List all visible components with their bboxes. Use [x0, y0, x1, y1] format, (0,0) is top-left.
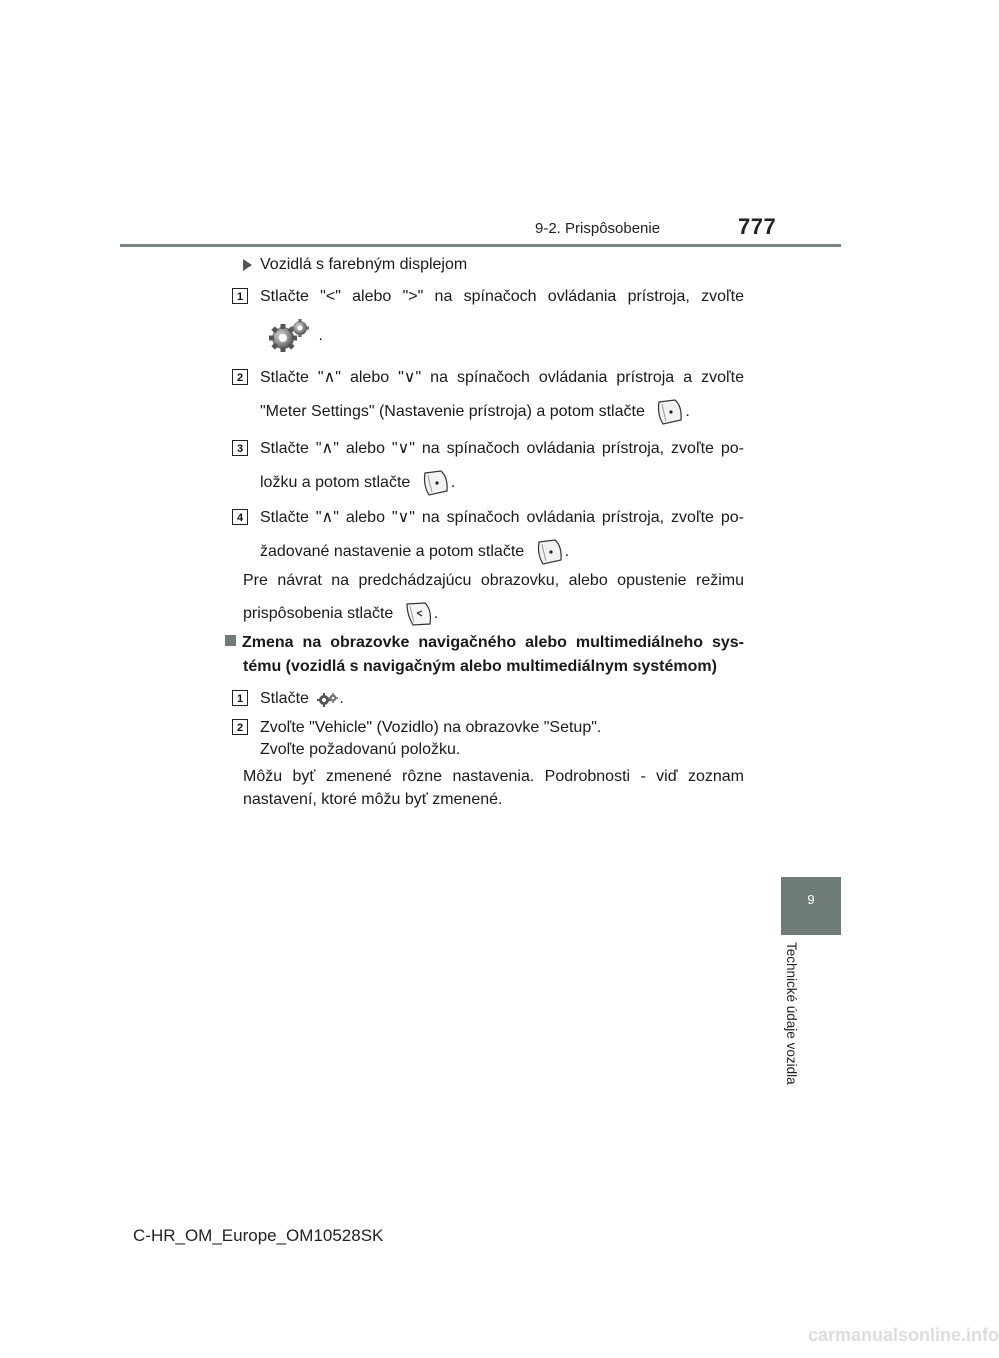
- step-number: 3: [232, 440, 248, 456]
- step-number: 1: [232, 288, 248, 304]
- return-note-line-2: prispôsobenia stlačte .: [243, 600, 438, 628]
- nav-step-1-text: Stlačte .: [260, 690, 344, 707]
- step-number: 1: [232, 690, 248, 706]
- enter-switch-icon: [421, 469, 451, 497]
- step-number: 4: [232, 509, 248, 525]
- square-bullet-icon: [225, 635, 236, 646]
- enter-switch-icon: [535, 538, 565, 566]
- step-2-line-2: "Meter Settings" (Nastavenie prístroja) a potom stlačte .: [260, 398, 690, 426]
- step-4-line-1: Stlačte "∧" alebo "∨" na spínačoch ovládania prístroja, zvoľte po-: [260, 509, 744, 526]
- nav-step-2-line-1: Zvoľte "Vehicle" (Vozidlo) na obrazovke "Setup".: [260, 719, 602, 736]
- back-switch-icon: [404, 600, 434, 628]
- step-3-line-2: ložku a potom stlačte .: [260, 469, 455, 497]
- chapter-label-text: Technické údaje vozidla: [784, 942, 799, 1085]
- closing-note-line-1: Môžu byť zmenené rôzne nastavenia. Podrobnosti - viď zoznam: [243, 768, 744, 785]
- step-1-line-2: .: [268, 318, 323, 354]
- subsection-color-display: Vozidlá s farebným displejom: [243, 254, 467, 276]
- step-1-line-1: Stlačte "<" alebo ">" na spínačoch ovládania prístroja, zvoľte: [260, 288, 744, 305]
- step-2-line-1: Stlačte "∧" alebo "∨" na spínačoch ovládania prístroja a zvoľte: [260, 369, 744, 386]
- triangle-bullet-icon: [243, 259, 252, 271]
- watermark: carmanualsonline.info: [808, 1325, 999, 1345]
- document-code: C-HR_OM_Europe_OM10528SK: [133, 1226, 384, 1245]
- header-rule: [120, 244, 841, 247]
- chapter-tab: 9: [781, 877, 841, 935]
- return-note-line-1: Pre návrat na predchádzajúcu obrazovku, alebo opustenie režimu: [243, 572, 744, 589]
- closing-note-line-2: nastavení, ktoré môžu byť zmenené.: [243, 791, 503, 808]
- section-title: 9-2. Prispôsobenie: [535, 220, 661, 237]
- page-number: 777: [738, 214, 777, 239]
- enter-switch-icon: [655, 398, 685, 426]
- nav-heading-line-2: tému (vozidlá s navigačným alebo multimediálnym systémom): [243, 658, 717, 675]
- gear-settings-icon: [268, 318, 312, 354]
- nav-heading-line-1: Zmena na obrazovke navigačného alebo multimediálneho sys-: [225, 632, 744, 654]
- step-3-line-1: Stlačte "∧" alebo "∨" na spínačoch ovládania prístroja, zvoľte po-: [260, 440, 744, 457]
- step-4-line-2: žadované nastavenie a potom stlačte .: [260, 538, 569, 566]
- step-number: 2: [232, 369, 248, 385]
- chapter-label: [771, 942, 811, 1102]
- setup-gear-icon: [317, 692, 339, 706]
- nav-step-2-line-2: Zvoľte požadovanú položku.: [260, 741, 461, 758]
- step-number: 2: [232, 719, 248, 735]
